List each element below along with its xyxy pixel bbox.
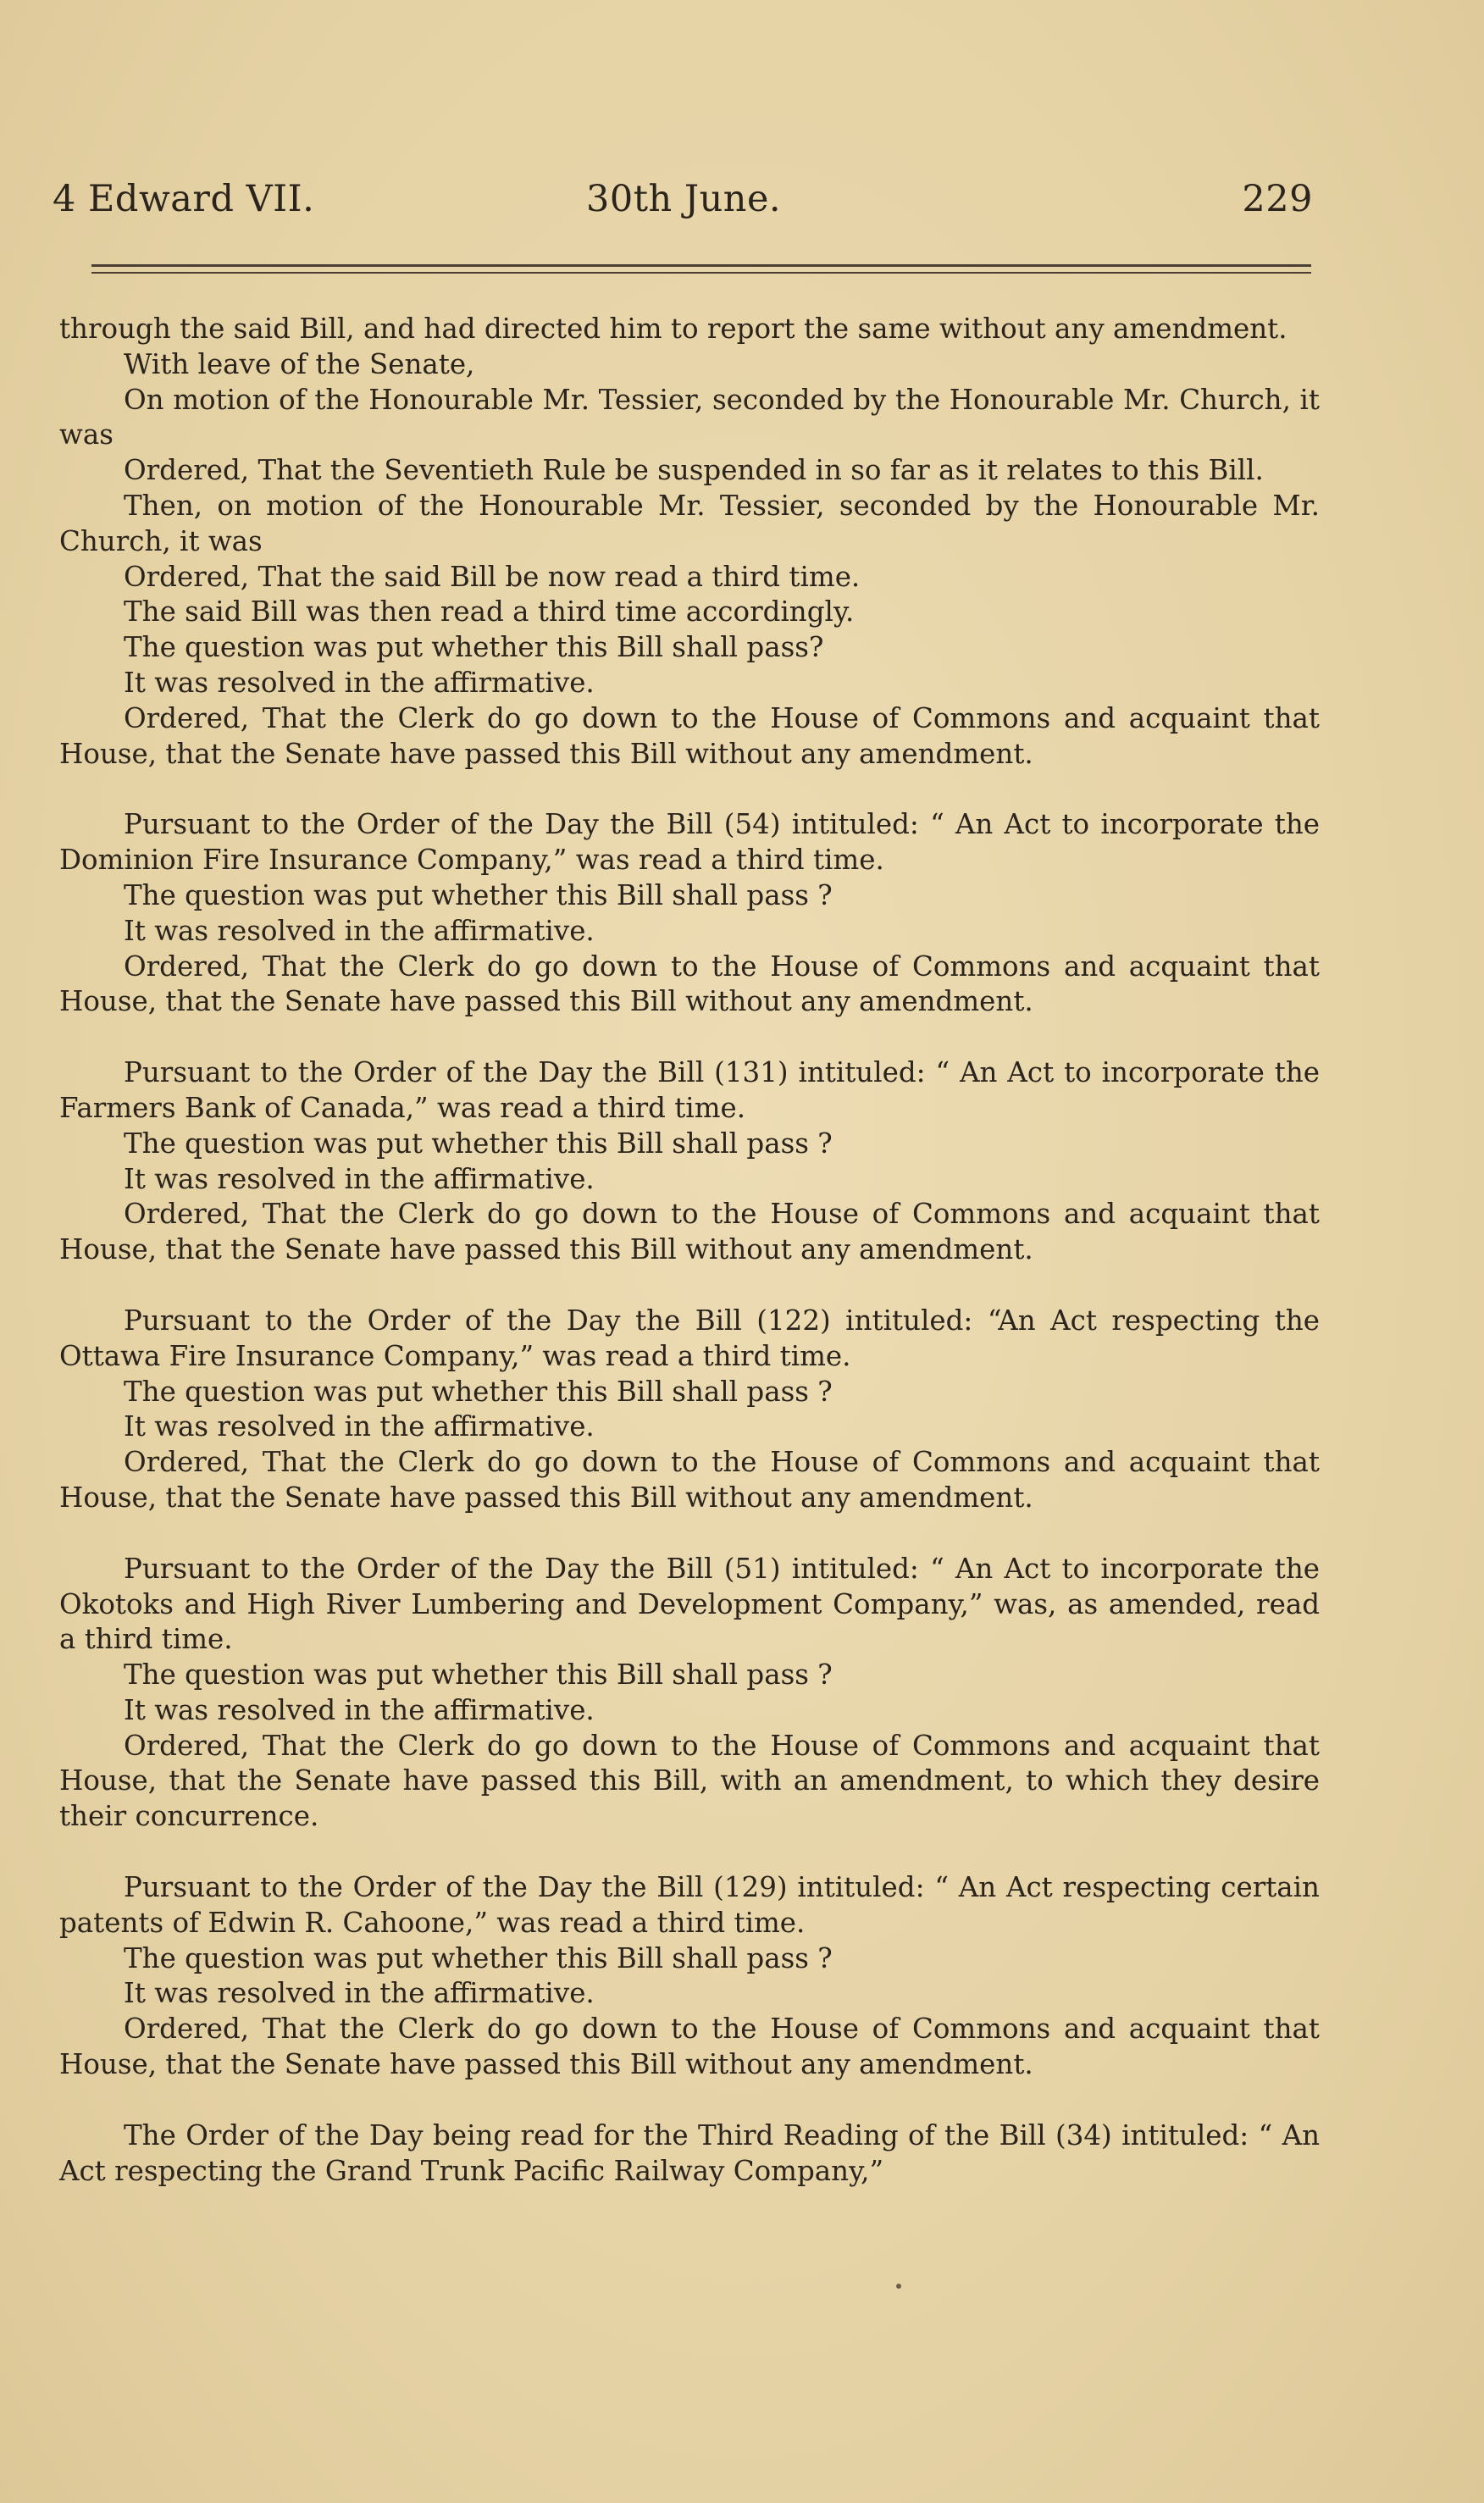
paragraph: Ordered, That the Clerk do go down to the House of Commons and acquaint that House, that the Senate have passed this Bill, with an amendment, to which they desire their concurrence.: [59, 1729, 1320, 1833]
paragraph: The question was put whether this Bill shall pass ?: [124, 1659, 833, 1692]
paragraph: Pursuant to the Order of the Day the Bill (129) intituled: “ An Act respecting certain patents of Edwin R. Cahoone,” was read a third time.: [59, 1871, 1320, 1939]
paragraph: It was resolved in the affirmative.: [124, 1162, 595, 1195]
paragraph: Pursuant to the Order of the Day the Bill (51) intituled: “ An Act to incorporate the Okotoks and High River Lumbering and Development Company,” was, as amended, read a third time.: [59, 1552, 1320, 1656]
paragraph: The question was put whether this Bill shall pass?: [124, 631, 824, 664]
paragraph: On motion of the Honourable Mr. Tessier, seconded by the Honourable Mr. Church, it was: [59, 383, 1320, 451]
paragraph: Pursuant to the Order of the Day the Bill (131) intituled: “ An Act to incorporate the Farmers Bank of Canada,” was read a third time.: [59, 1056, 1320, 1124]
paragraph: Pursuant to the Order of the Day the Bill (54) intituled: “ An Act to incorporate the Dominion Fire Insurance Company,” was read a third time.: [59, 808, 1320, 877]
paragraph: It was resolved in the affirmative.: [124, 914, 595, 947]
paragraph: It was resolved in the affirmative.: [124, 1410, 595, 1443]
paragraph: The question was put whether this Bill shall pass ?: [124, 1375, 833, 1408]
paragraph: It was resolved in the affirmative.: [124, 1977, 595, 2010]
header-rule-thick: [91, 264, 1311, 267]
paragraph: through the said Bill, and had directed him to report the same without any amendment.: [59, 313, 1287, 345]
paragraph: The said Bill was then read a third time accordingly.: [124, 595, 855, 629]
paragraph: Ordered, That the Clerk do go down to the House of Commons and acquaint that House, that the Senate have passed this Bill without any amendment.: [59, 1198, 1320, 1266]
paragraph: The question was put whether this Bill shall pass ?: [124, 1127, 833, 1160]
paragraph: With leave of the Senate,: [124, 347, 475, 380]
running-header: [53, 178, 1313, 229]
paragraph: It was resolved in the affirmative.: [124, 1693, 595, 1726]
paragraph: Ordered, That the Clerk do go down to the House of Commons and acquaint that House, that the Senate have passed this Bill without any amendment.: [59, 1446, 1320, 1514]
paragraph: The Order of the Day being read for the Third Reading of the Bill (34) intituled: “ An Act respecting the Grand Trunk Pacific Railway Company,”: [59, 2118, 1320, 2187]
paragraph: Ordered, That the Clerk do go down to the House of Commons and acquaint that House, that the Senate have passed this Bill without any amendment.: [59, 950, 1320, 1018]
print-speck: [896, 2284, 901, 2289]
paragraph: Ordered, That the said Bill be now read a third time.: [124, 560, 861, 593]
body-text: [59, 312, 1320, 2189]
paragraph: Ordered, That the Clerk do go down to the House of Commons and acquaint that House, that the Senate have passed this Bill without any amendment.: [59, 2013, 1320, 2081]
paragraph: The question was put whether this Bill shall pass ?: [124, 1941, 833, 1974]
header-date: 30th June.: [586, 178, 782, 220]
paragraph: The question was put whether this Bill shall pass ?: [124, 878, 833, 911]
page-number: 229: [1242, 178, 1313, 220]
paragraph: It was resolved in the affirmative.: [124, 666, 595, 699]
header-rule-thin: [91, 272, 1311, 274]
paragraph: Ordered, That the Clerk do go down to the House of Commons and acquaint that House, that the Senate have passed this Bill without any amendment.: [59, 701, 1320, 770]
paragraph: Then, on motion of the Honourable Mr. Tessier, seconded by the Honourable Mr. Church, it was: [59, 489, 1320, 557]
paragraph: Pursuant to the Order of the Day the Bill (122) intituled: “An Act respecting the Ottawa Fire Insurance Company,” was read a third time.: [59, 1304, 1320, 1372]
paragraph: Ordered, That the Seventieth Rule be suspended in so far as it relates to this Bill.: [124, 454, 1264, 487]
header-regnal-year: 4 Edward VII.: [53, 178, 315, 220]
